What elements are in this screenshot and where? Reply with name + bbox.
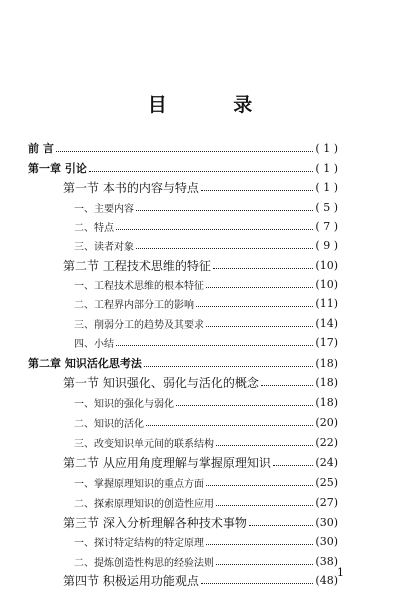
toc-entry [74,472,338,492]
toc-entry [63,570,338,590]
toc-entry [63,372,338,392]
toc-leader-dots [216,564,313,565]
toc-entry-page: (25) [315,475,338,489]
toc-entry-title: 第二节 从应用角度理解与掌握原理知识 [63,455,271,470]
toc-entry [74,274,338,294]
toc-entry [63,255,338,275]
toc-entry [74,432,338,452]
toc-entry [74,412,338,432]
toc-leader-dots [273,465,314,466]
toc-entry [74,235,338,255]
toc-entry-title: 二、探索原理知识的创造性应用 [74,498,214,510]
toc-leader-dots [206,326,313,327]
toc-entry-page: (20) [315,415,338,429]
toc-entry-title: 四、小结 [74,338,114,350]
toc-entry-page: ( 1 ) [315,141,338,155]
toc-entry [74,492,338,512]
toc-leader-dots [213,268,314,269]
toc-entry-page: (30) [315,515,338,529]
toc-leader-dots [89,171,314,172]
toc-entry-page: (10) [315,277,338,291]
toc-entry [28,353,338,373]
toc-entry-title: 第一节 本书的内容与特点 [63,180,199,195]
toc-entry-page: ( 5 ) [315,200,338,214]
toc-leader-dots [249,525,314,526]
toc-entry-page: ( 1 ) [315,180,338,194]
toc-entry-title: 三、读者对象 [74,241,134,253]
toc-entry [74,313,338,333]
page-title: 目 录 [147,94,283,116]
toc-leader-dots [201,190,314,191]
toc-entry-page: (18) [315,375,338,389]
toc-entry-title: 第一节 知识强化、弱化与活化的概念 [63,375,259,390]
toc-leader-dots [136,210,313,211]
toc-entry [63,177,338,197]
toc-entry-page: (14) [315,316,338,330]
toc-entry-page: (38) [315,554,338,568]
toc-leader-dots [136,248,313,249]
toc-entry [63,512,338,532]
toc-leader-dots [216,505,313,506]
toc-entry [74,197,338,217]
toc-entry-title: 三、改变知识单元间的联系结构 [74,438,214,450]
toc-entry-title: 一、主要内容 [74,203,134,215]
toc-leader-dots [216,445,313,446]
toc-entry-title: 二、特点 [74,222,114,234]
toc-entry [74,216,338,236]
toc-entry [28,138,338,158]
toc-entry-title: 二、知识的活化 [74,418,144,430]
toc-entry-title: 第二章 知识活化思考法 [28,357,142,370]
toc-leader-dots [196,306,313,307]
toc-entry [28,158,338,178]
toc-entry-title: 一、工程技术思维的根本特征 [74,280,204,292]
toc-entry-page: (18) [315,395,338,409]
toc-leader-dots [201,583,314,584]
toc-leader-dots [144,366,314,367]
toc-entry [63,452,338,472]
toc-entry-page: (22) [315,435,338,449]
toc-entry-title: 一、探讨特定结构的特定原理 [74,537,204,549]
toc-leader-dots [116,345,313,346]
toc-entry-title: 一、知识的强化与弱化 [74,398,174,410]
toc-entry-title: 第三节 深入分析理解各种技术事物 [63,515,247,530]
toc-entry-page: (18) [315,356,338,370]
toc-leader-dots [206,287,313,288]
toc-leader-dots [206,485,313,486]
toc-leader-dots [176,405,313,406]
toc-leader-dots [116,229,313,230]
page-number: 1 [337,566,344,579]
toc-entry-title: 第四节 积极运用功能观点 [63,573,199,588]
toc-entry-title: 二、工程界内部分工的影响 [74,299,194,311]
toc-leader-dots [56,151,314,152]
toc-entry-page: ( 9 ) [315,238,338,252]
toc-entry-page: (48) [315,573,338,587]
toc-entry-page: (27) [315,495,338,509]
toc-entry [74,332,338,352]
toc-entry-page: (17) [315,335,338,349]
toc-entry-page: ( 1 ) [315,161,338,175]
toc-entry [74,392,338,412]
toc-entry-title: 二、提炼创造性构思的经验法则 [74,557,214,569]
toc-entry-page: (10) [315,258,338,272]
toc-entry-page: (11) [315,296,338,310]
toc-leader-dots [206,544,313,545]
toc-entry-title: 三、削弱分工的趋势及其要求 [74,319,204,331]
toc-entry [74,551,338,571]
toc-leader-dots [261,385,314,386]
toc-entry [74,531,338,551]
toc-entry-title: 前 言 [28,142,54,155]
toc-entry-title: 第一章 引论 [28,162,87,175]
toc-entry [74,293,338,313]
toc-entry-page: (30) [315,534,338,548]
toc-leader-dots [146,425,313,426]
toc-entry-page: (24) [315,455,338,469]
toc-entry-title: 一、掌握原理知识的重点方面 [74,478,204,490]
toc-entry-page: ( 7 ) [315,219,338,233]
toc-entry-title: 第二节 工程技术思维的特征 [63,258,211,273]
